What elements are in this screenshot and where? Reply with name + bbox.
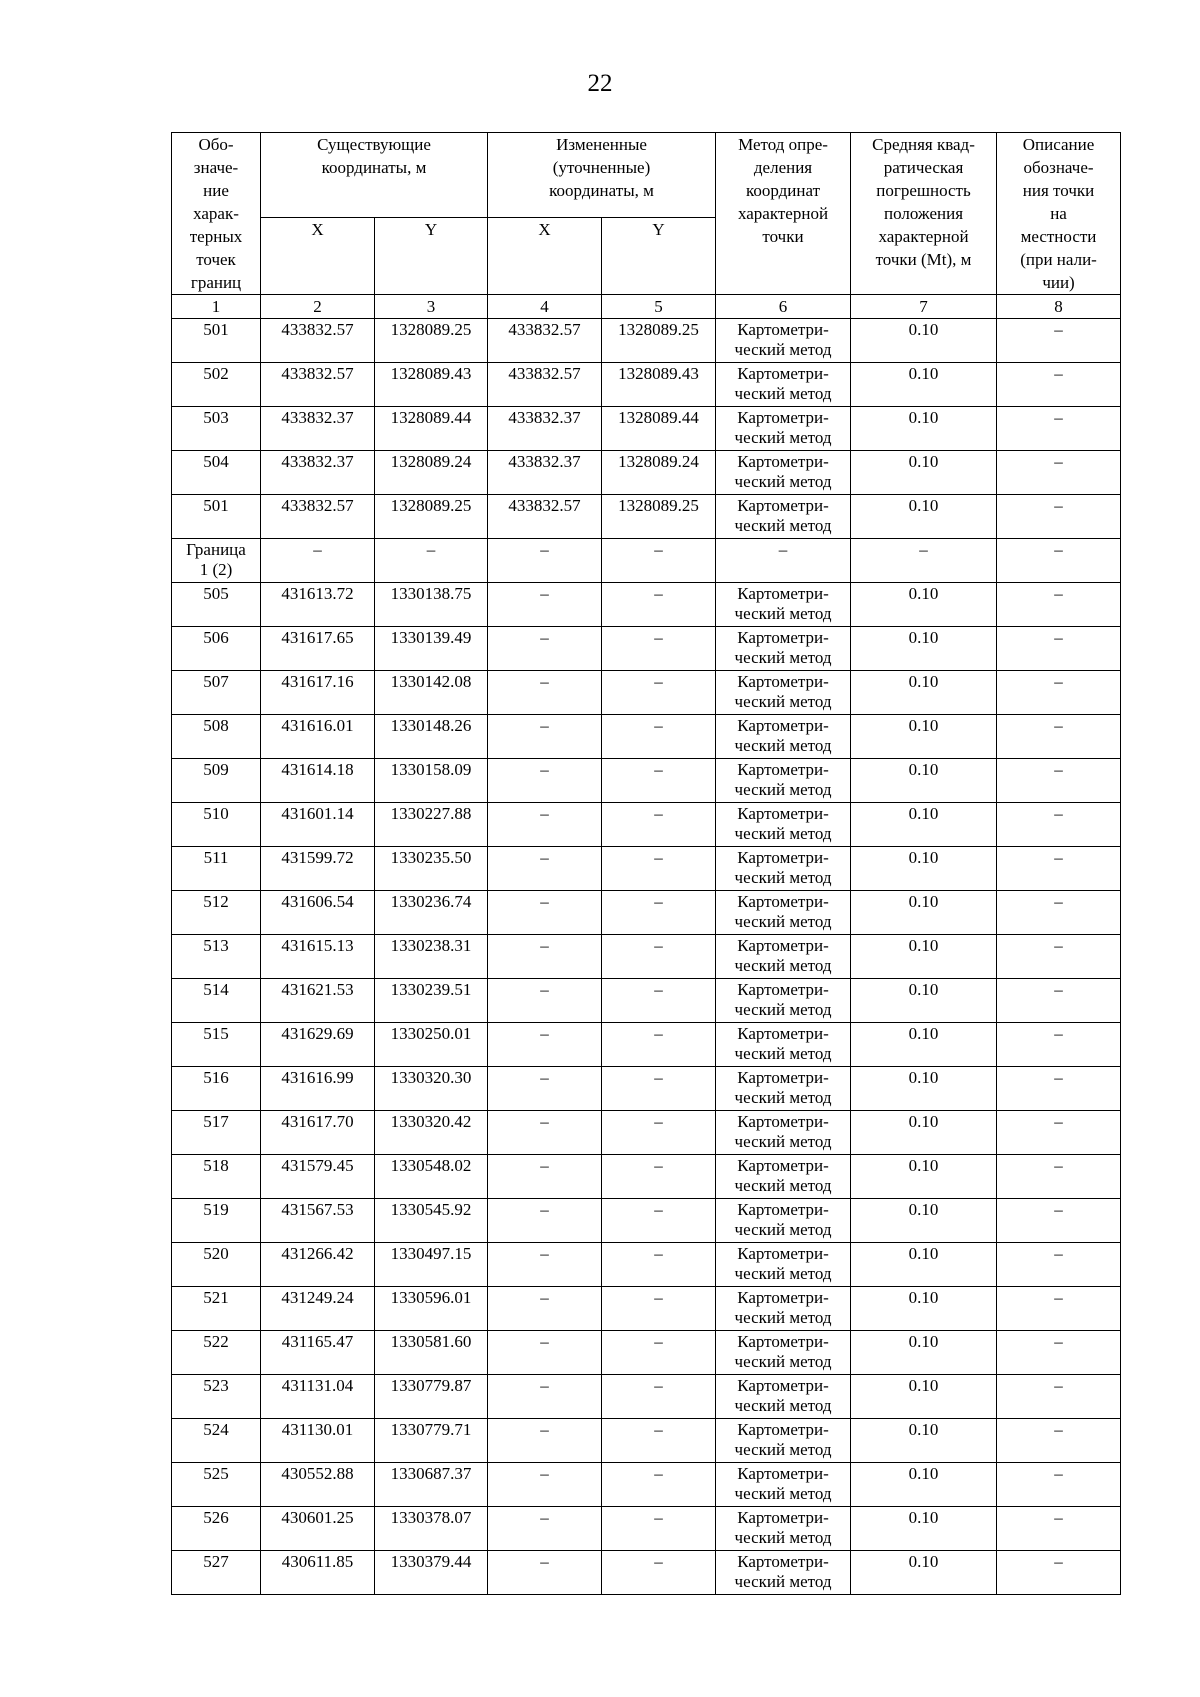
table-row — [172, 539, 1121, 583]
description-cell: – — [997, 759, 1121, 803]
description-cell: – — [997, 495, 1121, 539]
description-cell: – — [997, 1507, 1121, 1551]
method-cell: Картометри- ческий метод — [716, 1375, 851, 1419]
point-designation-cell: 515 — [172, 1023, 261, 1067]
method-cell: Картометри- ческий метод — [716, 803, 851, 847]
existing-y-cell: 1328089.25 — [375, 319, 488, 363]
existing-x-cell: 431567.53 — [261, 1199, 375, 1243]
method-cell: Картометри- ческий метод — [716, 1331, 851, 1375]
changed-y-cell: 1328089.25 — [602, 319, 716, 363]
description-cell: – — [997, 1375, 1121, 1419]
point-designation-cell: 527 — [172, 1551, 261, 1595]
table-row — [172, 1067, 1121, 1111]
table-row — [172, 803, 1121, 847]
changed-y-cell: – — [602, 1287, 716, 1331]
table-row — [172, 847, 1121, 891]
existing-y-cell: 1330239.51 — [375, 979, 488, 1023]
description-cell: – — [997, 539, 1121, 583]
method-cell: Картометри- ческий метод — [716, 495, 851, 539]
table-body — [172, 319, 1121, 1595]
existing-y-cell: 1330142.08 — [375, 671, 488, 715]
table-row — [172, 451, 1121, 495]
column-number: 2 — [261, 295, 375, 319]
description-cell: – — [997, 1243, 1121, 1287]
mean-square-error-cell: 0.10 — [851, 1419, 997, 1463]
mean-square-error-cell: 0.10 — [851, 803, 997, 847]
existing-y-cell: 1330227.88 — [375, 803, 488, 847]
table-row — [172, 979, 1121, 1023]
changed-x-cell: – — [488, 1023, 602, 1067]
column-number: 7 — [851, 295, 997, 319]
existing-x-cell: 431615.13 — [261, 935, 375, 979]
point-designation-cell: 517 — [172, 1111, 261, 1155]
mean-square-error-cell: 0.10 — [851, 1155, 997, 1199]
table-row — [172, 759, 1121, 803]
changed-y-cell: – — [602, 1463, 716, 1507]
changed-x-cell: – — [488, 847, 602, 891]
mean-square-error-cell: 0.10 — [851, 407, 997, 451]
existing-y-cell: 1328089.43 — [375, 363, 488, 407]
method-cell: Картометри- ческий метод — [716, 627, 851, 671]
point-designation-cell: 507 — [172, 671, 261, 715]
mean-square-error-cell: 0.10 — [851, 671, 997, 715]
mean-square-error-cell: 0.10 — [851, 891, 997, 935]
changed-y-cell: – — [602, 1375, 716, 1419]
changed-x-cell: 433832.37 — [488, 451, 602, 495]
table-row — [172, 1551, 1121, 1595]
point-designation-cell: 525 — [172, 1463, 261, 1507]
existing-y-cell: 1330250.01 — [375, 1023, 488, 1067]
changed-x-cell: – — [488, 1419, 602, 1463]
changed-y-cell: – — [602, 1199, 716, 1243]
column-number: 3 — [375, 295, 488, 319]
mean-square-error-cell: 0.10 — [851, 935, 997, 979]
description-cell: – — [997, 627, 1121, 671]
existing-x-cell: 431599.72 — [261, 847, 375, 891]
existing-x-cell: 431579.45 — [261, 1155, 375, 1199]
existing-y-cell: 1328089.25 — [375, 495, 488, 539]
changed-y-cell: – — [602, 1111, 716, 1155]
changed-y-cell: – — [602, 803, 716, 847]
description-cell: – — [997, 1551, 1121, 1595]
existing-y-cell: 1330545.92 — [375, 1199, 488, 1243]
description-cell: – — [997, 671, 1121, 715]
header-changed-coordinates: Измененные (уточненные) координаты, м — [488, 133, 716, 218]
table-row — [172, 1287, 1121, 1331]
existing-x-cell: 433832.37 — [261, 407, 375, 451]
existing-y-cell: 1330139.49 — [375, 627, 488, 671]
changed-y-cell: – — [602, 1551, 716, 1595]
changed-y-cell: – — [602, 627, 716, 671]
column-number: 8 — [997, 295, 1121, 319]
changed-y-cell: – — [602, 847, 716, 891]
column-number: 5 — [602, 295, 716, 319]
existing-y-cell: 1330779.87 — [375, 1375, 488, 1419]
point-designation-cell: 510 — [172, 803, 261, 847]
mean-square-error-cell: 0.10 — [851, 363, 997, 407]
point-designation-cell: 513 — [172, 935, 261, 979]
point-designation-cell: 522 — [172, 1331, 261, 1375]
existing-x-cell: 431616.99 — [261, 1067, 375, 1111]
method-cell: Картометри- ческий метод — [716, 979, 851, 1023]
existing-x-cell: 433832.57 — [261, 363, 375, 407]
changed-x-cell: – — [488, 1287, 602, 1331]
changed-y-cell: – — [602, 1331, 716, 1375]
changed-y-cell: 1328089.43 — [602, 363, 716, 407]
method-cell: Картометри- ческий метод — [716, 671, 851, 715]
changed-x-cell: – — [488, 1155, 602, 1199]
changed-y-cell: – — [602, 539, 716, 583]
existing-y-cell: 1330148.26 — [375, 715, 488, 759]
point-designation-cell: 516 — [172, 1067, 261, 1111]
changed-x-cell: 433832.57 — [488, 319, 602, 363]
table-row — [172, 1243, 1121, 1287]
mean-square-error-cell: 0.10 — [851, 847, 997, 891]
mean-square-error-cell: 0.10 — [851, 1463, 997, 1507]
existing-x-cell: 431131.04 — [261, 1375, 375, 1419]
method-cell: Картометри- ческий метод — [716, 1287, 851, 1331]
mean-square-error-cell: 0.10 — [851, 319, 997, 363]
existing-y-cell: 1330548.02 — [375, 1155, 488, 1199]
point-designation-cell: 524 — [172, 1419, 261, 1463]
method-cell: Картометри- ческий метод — [716, 1243, 851, 1287]
mean-square-error-cell: 0.10 — [851, 759, 997, 803]
header-method: Метод опре- деления координат характерной точки — [716, 133, 851, 295]
header-changed-x: X — [488, 218, 602, 295]
header-error: Средняя квад- ратическая погрешность положения характерной точки (Mt), м — [851, 133, 997, 295]
changed-x-cell: – — [488, 715, 602, 759]
existing-y-cell: 1328089.44 — [375, 407, 488, 451]
method-cell: Картометри- ческий метод — [716, 363, 851, 407]
existing-y-cell: 1330320.30 — [375, 1067, 488, 1111]
description-cell: – — [997, 363, 1121, 407]
point-designation-cell: 518 — [172, 1155, 261, 1199]
mean-square-error-cell: 0.10 — [851, 1331, 997, 1375]
existing-x-cell: 431601.14 — [261, 803, 375, 847]
mean-square-error-cell: 0.10 — [851, 1507, 997, 1551]
description-cell: – — [997, 1287, 1121, 1331]
header-existing-x: X — [261, 218, 375, 295]
header-existing-y: Y — [375, 218, 488, 295]
mean-square-error-cell: 0.10 — [851, 1375, 997, 1419]
changed-y-cell: 1328089.24 — [602, 451, 716, 495]
point-designation-cell: 520 — [172, 1243, 261, 1287]
existing-y-cell: 1330596.01 — [375, 1287, 488, 1331]
mean-square-error-cell: 0.10 — [851, 1067, 997, 1111]
table-row — [172, 1023, 1121, 1067]
description-cell: – — [997, 451, 1121, 495]
changed-y-cell: – — [602, 671, 716, 715]
method-cell: Картометри- ческий метод — [716, 1463, 851, 1507]
point-designation-cell: 508 — [172, 715, 261, 759]
point-designation-cell: 526 — [172, 1507, 261, 1551]
description-cell: – — [997, 407, 1121, 451]
existing-y-cell: 1330378.07 — [375, 1507, 488, 1551]
changed-y-cell: – — [602, 759, 716, 803]
mean-square-error-cell: 0.10 — [851, 627, 997, 671]
method-cell: Картометри- ческий метод — [716, 891, 851, 935]
existing-x-cell: 431614.18 — [261, 759, 375, 803]
description-cell: – — [997, 1331, 1121, 1375]
table-header — [172, 133, 1121, 319]
point-designation-cell: 512 — [172, 891, 261, 935]
point-designation-cell: 509 — [172, 759, 261, 803]
changed-x-cell: 433832.37 — [488, 407, 602, 451]
existing-x-cell: 431616.01 — [261, 715, 375, 759]
table-row — [172, 319, 1121, 363]
description-cell: – — [997, 1023, 1121, 1067]
method-cell: Картометри- ческий метод — [716, 407, 851, 451]
table-row — [172, 1419, 1121, 1463]
existing-x-cell: 431165.47 — [261, 1331, 375, 1375]
method-cell: Картометри- ческий метод — [716, 935, 851, 979]
table-row — [172, 627, 1121, 671]
header-description: Описание обозначе- ния точки на местности (при нали- чии) — [997, 133, 1121, 295]
table-row — [172, 1331, 1121, 1375]
mean-square-error-cell: – — [851, 539, 997, 583]
point-designation-cell: 501 — [172, 495, 261, 539]
changed-y-cell: – — [602, 1155, 716, 1199]
existing-x-cell: 433832.57 — [261, 495, 375, 539]
changed-x-cell: – — [488, 1551, 602, 1595]
changed-x-cell: – — [488, 1331, 602, 1375]
point-designation-cell: Граница 1 (2) — [172, 539, 261, 583]
changed-x-cell: – — [488, 1067, 602, 1111]
description-cell: – — [997, 715, 1121, 759]
changed-y-cell: – — [602, 935, 716, 979]
method-cell: Картометри- ческий метод — [716, 1551, 851, 1595]
table-row — [172, 1199, 1121, 1243]
changed-y-cell: – — [602, 1023, 716, 1067]
mean-square-error-cell: 0.10 — [851, 1551, 997, 1595]
description-cell: – — [997, 847, 1121, 891]
mean-square-error-cell: 0.10 — [851, 1023, 997, 1067]
description-cell: – — [997, 1155, 1121, 1199]
existing-x-cell: 431617.70 — [261, 1111, 375, 1155]
changed-x-cell: – — [488, 935, 602, 979]
table-row — [172, 583, 1121, 627]
existing-y-cell: 1330687.37 — [375, 1463, 488, 1507]
header-changed-y: Y — [602, 218, 716, 295]
existing-x-cell: 431130.01 — [261, 1419, 375, 1463]
existing-y-cell: 1330235.50 — [375, 847, 488, 891]
mean-square-error-cell: 0.10 — [851, 715, 997, 759]
method-cell: Картометри- ческий метод — [716, 583, 851, 627]
table-row — [172, 1463, 1121, 1507]
changed-y-cell: – — [602, 979, 716, 1023]
column-number: 4 — [488, 295, 602, 319]
changed-x-cell: – — [488, 1463, 602, 1507]
changed-y-cell: – — [602, 891, 716, 935]
method-cell: Картометри- ческий метод — [716, 715, 851, 759]
point-designation-cell: 505 — [172, 583, 261, 627]
method-cell: Картометри- ческий метод — [716, 1507, 851, 1551]
existing-y-cell: – — [375, 539, 488, 583]
method-cell: Картометри- ческий метод — [716, 451, 851, 495]
changed-y-cell: – — [602, 1243, 716, 1287]
description-cell: – — [997, 803, 1121, 847]
table-row — [172, 715, 1121, 759]
existing-x-cell: 431613.72 — [261, 583, 375, 627]
point-designation-cell: 502 — [172, 363, 261, 407]
page-number: 22 — [587, 70, 613, 97]
changed-x-cell: – — [488, 671, 602, 715]
changed-y-cell: – — [602, 1067, 716, 1111]
header-designation: Обо- значе- ние харак- терных точек границ — [172, 133, 261, 295]
column-number-row — [172, 295, 1121, 319]
changed-x-cell: 433832.57 — [488, 495, 602, 539]
mean-square-error-cell: 0.10 — [851, 1111, 997, 1155]
method-cell: Картометри- ческий метод — [716, 1199, 851, 1243]
existing-x-cell: 433832.37 — [261, 451, 375, 495]
coordinates-table — [171, 132, 1121, 1595]
point-designation-cell: 519 — [172, 1199, 261, 1243]
changed-x-cell: – — [488, 1243, 602, 1287]
point-designation-cell: 503 — [172, 407, 261, 451]
existing-x-cell: 431629.69 — [261, 1023, 375, 1067]
description-cell: – — [997, 935, 1121, 979]
existing-y-cell: 1330158.09 — [375, 759, 488, 803]
changed-x-cell: – — [488, 583, 602, 627]
method-cell: Картометри- ческий метод — [716, 759, 851, 803]
changed-x-cell: – — [488, 891, 602, 935]
existing-y-cell: 1328089.24 — [375, 451, 488, 495]
table-row — [172, 935, 1121, 979]
existing-x-cell: 431621.53 — [261, 979, 375, 1023]
existing-x-cell: 430611.85 — [261, 1551, 375, 1595]
description-cell: – — [997, 319, 1121, 363]
method-cell: Картометри- ческий метод — [716, 319, 851, 363]
changed-x-cell: – — [488, 1199, 602, 1243]
existing-y-cell: 1330581.60 — [375, 1331, 488, 1375]
table-row — [172, 407, 1121, 451]
existing-x-cell: 431617.65 — [261, 627, 375, 671]
column-number: 6 — [716, 295, 851, 319]
point-designation-cell: 501 — [172, 319, 261, 363]
existing-x-cell: 431606.54 — [261, 891, 375, 935]
method-cell: Картометри- ческий метод — [716, 1111, 851, 1155]
description-cell: – — [997, 1463, 1121, 1507]
description-cell: – — [997, 1067, 1121, 1111]
existing-y-cell: 1330779.71 — [375, 1419, 488, 1463]
method-cell: Картометри- ческий метод — [716, 1023, 851, 1067]
existing-y-cell: 1330497.15 — [375, 1243, 488, 1287]
existing-x-cell: 430552.88 — [261, 1463, 375, 1507]
description-cell: – — [997, 1419, 1121, 1463]
existing-y-cell: 1330236.74 — [375, 891, 488, 935]
point-designation-cell: 514 — [172, 979, 261, 1023]
mean-square-error-cell: 0.10 — [851, 451, 997, 495]
method-cell: Картометри- ческий метод — [716, 1067, 851, 1111]
point-designation-cell: 506 — [172, 627, 261, 671]
existing-x-cell: – — [261, 539, 375, 583]
point-designation-cell: 511 — [172, 847, 261, 891]
description-cell: – — [997, 1199, 1121, 1243]
changed-x-cell: – — [488, 1111, 602, 1155]
changed-x-cell: – — [488, 759, 602, 803]
existing-x-cell: 430601.25 — [261, 1507, 375, 1551]
method-cell: Картометри- ческий метод — [716, 1419, 851, 1463]
changed-x-cell: – — [488, 1507, 602, 1551]
table-row — [172, 1155, 1121, 1199]
point-designation-cell: 523 — [172, 1375, 261, 1419]
changed-x-cell: – — [488, 803, 602, 847]
mean-square-error-cell: 0.10 — [851, 1287, 997, 1331]
changed-y-cell: 1328089.44 — [602, 407, 716, 451]
description-cell: – — [997, 1111, 1121, 1155]
table-row — [172, 1111, 1121, 1155]
column-number: 1 — [172, 295, 261, 319]
point-designation-cell: 504 — [172, 451, 261, 495]
changed-y-cell: – — [602, 715, 716, 759]
table-row — [172, 495, 1121, 539]
description-cell: – — [997, 979, 1121, 1023]
existing-x-cell: 431249.24 — [261, 1287, 375, 1331]
method-cell: Картометри- ческий метод — [716, 1155, 851, 1199]
method-cell: Картометри- ческий метод — [716, 847, 851, 891]
changed-y-cell: – — [602, 1507, 716, 1551]
existing-y-cell: 1330138.75 — [375, 583, 488, 627]
changed-y-cell: – — [602, 583, 716, 627]
mean-square-error-cell: 0.10 — [851, 583, 997, 627]
description-cell: – — [997, 583, 1121, 627]
mean-square-error-cell: 0.10 — [851, 1199, 997, 1243]
existing-y-cell: 1330238.31 — [375, 935, 488, 979]
existing-x-cell: 431266.42 — [261, 1243, 375, 1287]
changed-x-cell: – — [488, 1375, 602, 1419]
description-cell: – — [997, 891, 1121, 935]
table-row — [172, 671, 1121, 715]
changed-x-cell: – — [488, 539, 602, 583]
existing-y-cell: 1330320.42 — [375, 1111, 488, 1155]
table-row — [172, 1507, 1121, 1551]
changed-x-cell: – — [488, 979, 602, 1023]
changed-y-cell: 1328089.25 — [602, 495, 716, 539]
mean-square-error-cell: 0.10 — [851, 1243, 997, 1287]
existing-y-cell: 1330379.44 — [375, 1551, 488, 1595]
method-cell: – — [716, 539, 851, 583]
table-row — [172, 891, 1121, 935]
mean-square-error-cell: 0.10 — [851, 979, 997, 1023]
existing-x-cell: 431617.16 — [261, 671, 375, 715]
point-designation-cell: 521 — [172, 1287, 261, 1331]
table-row — [172, 1375, 1121, 1419]
table-row — [172, 363, 1121, 407]
changed-x-cell: – — [488, 627, 602, 671]
changed-x-cell: 433832.57 — [488, 363, 602, 407]
mean-square-error-cell: 0.10 — [851, 495, 997, 539]
existing-x-cell: 433832.57 — [261, 319, 375, 363]
header-existing-coordinates: Существующие координаты, м — [261, 133, 488, 218]
changed-y-cell: – — [602, 1419, 716, 1463]
